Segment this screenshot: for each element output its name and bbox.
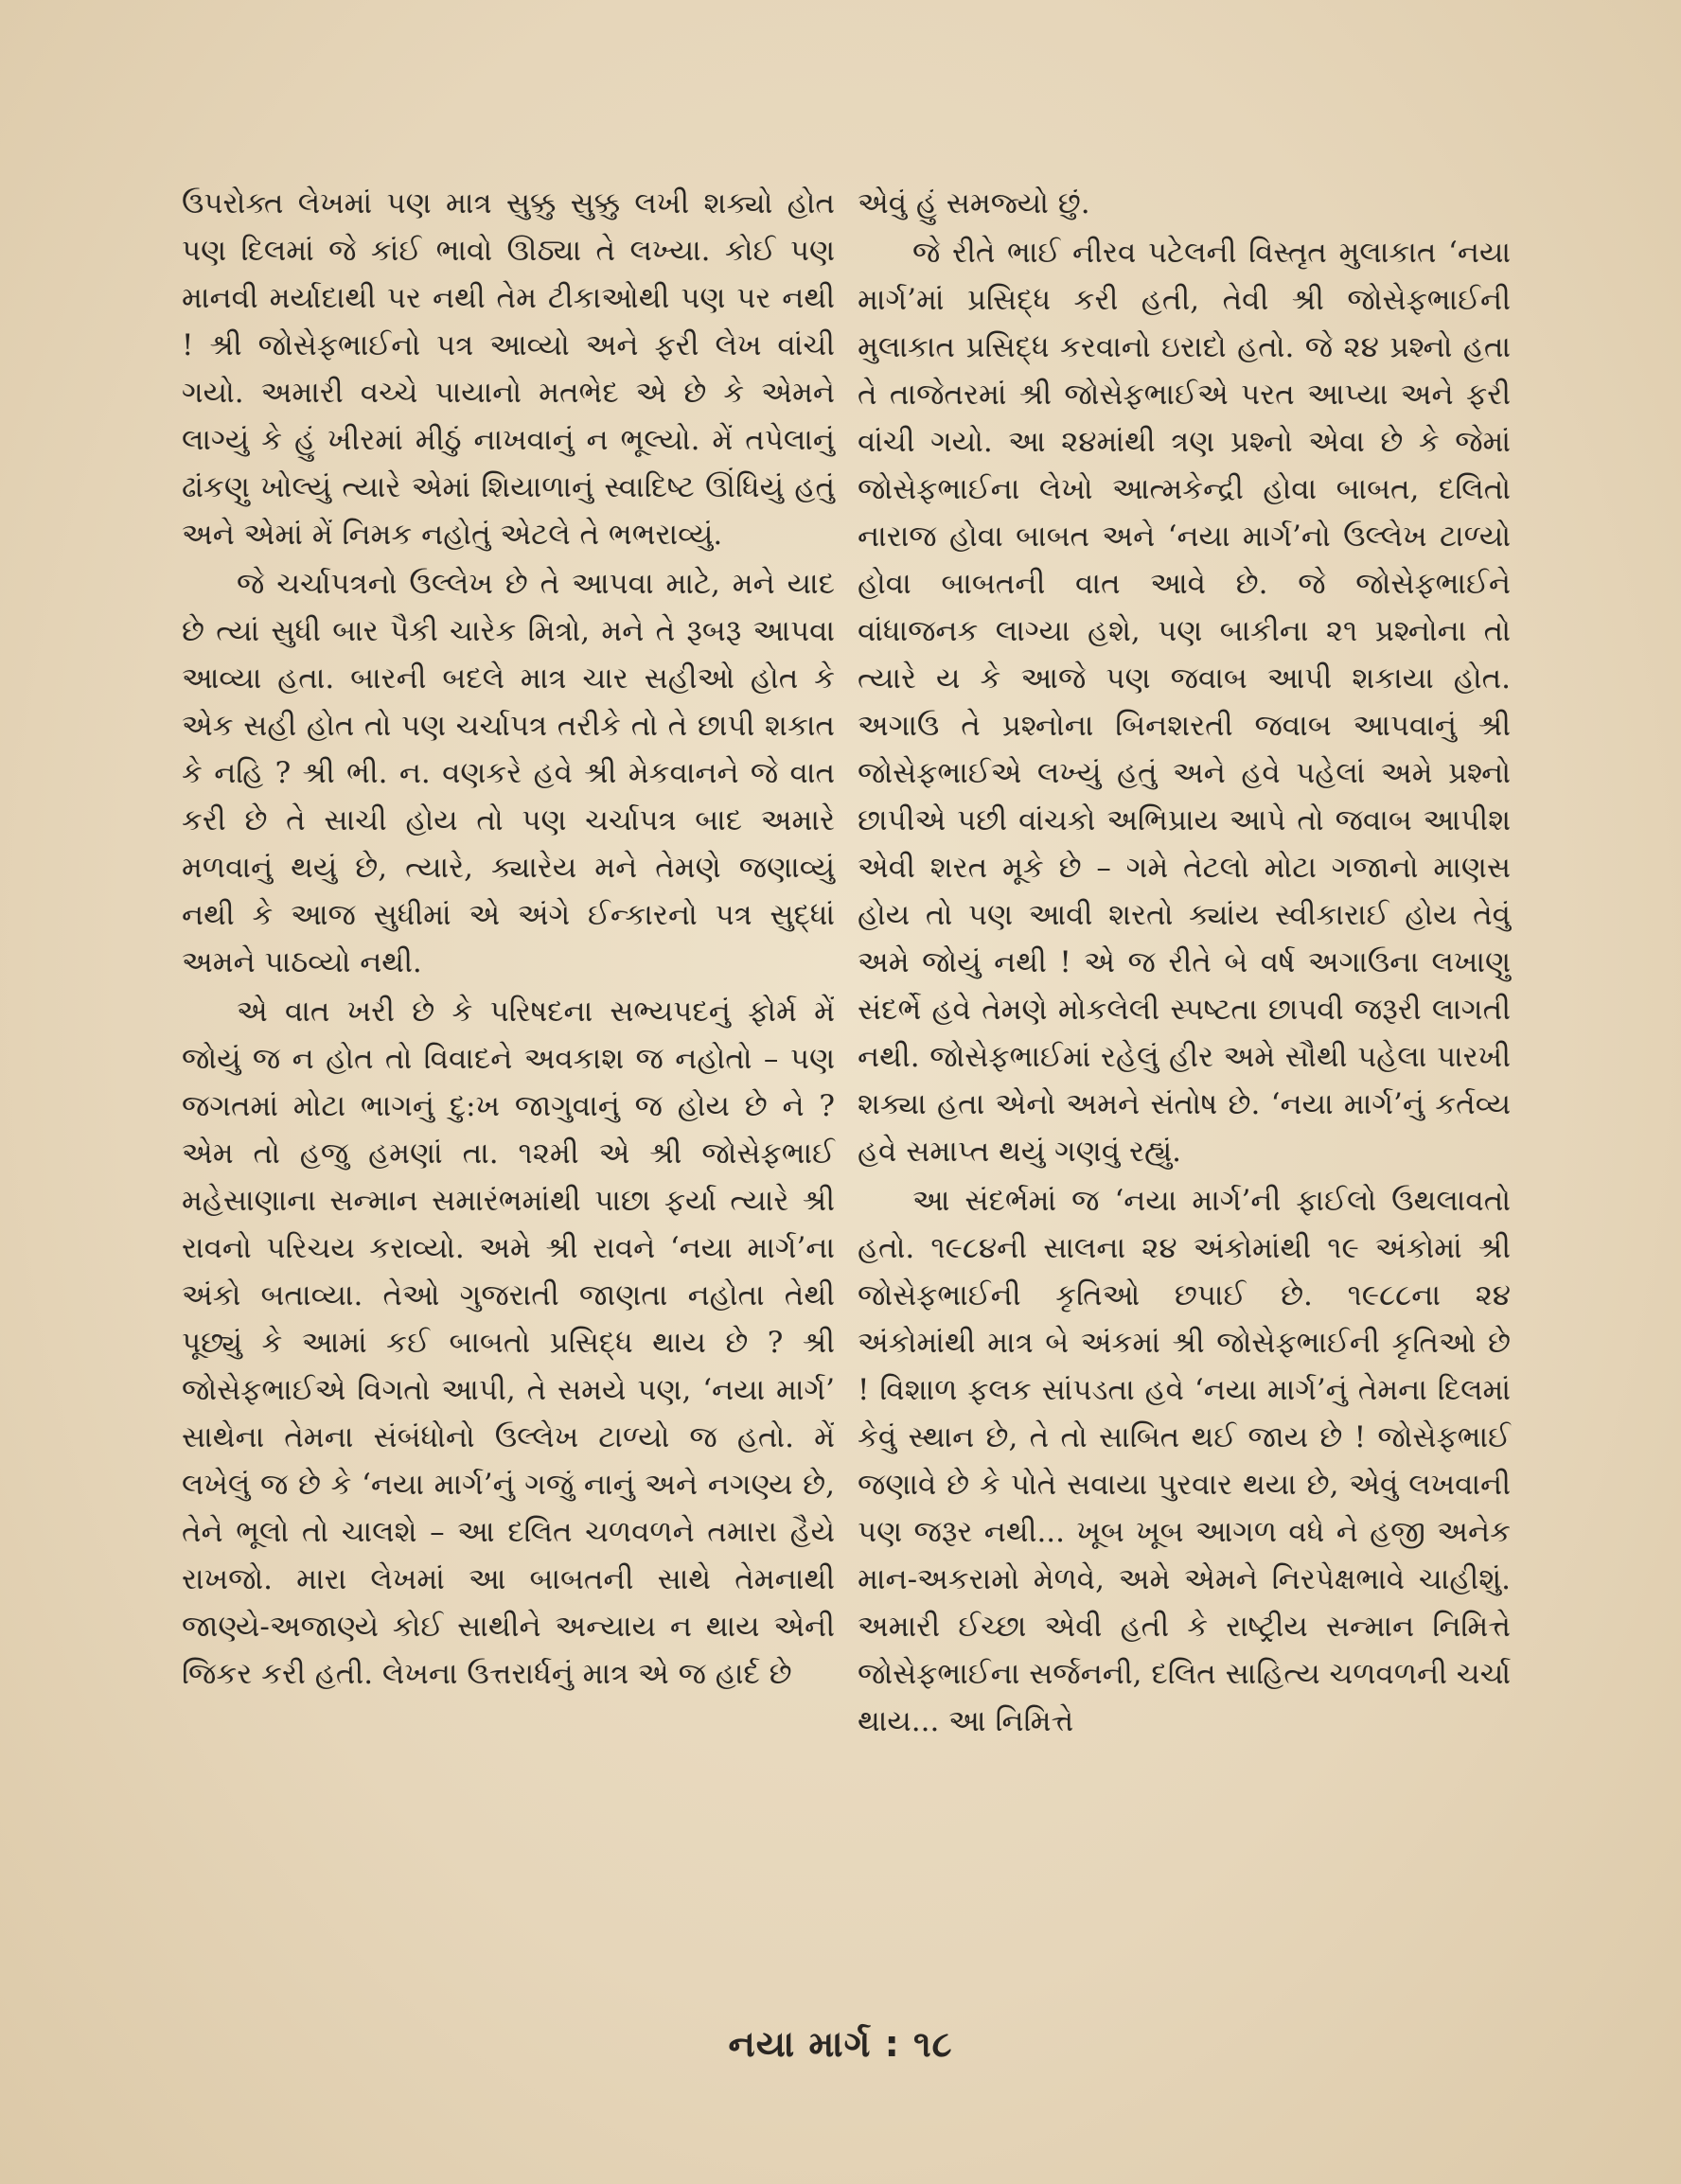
paragraph: એ વાત ખરી છે કે પરિષદના સભ્યપદનું ફોર્મ મેં જોયું જ ન હોત તો વિવાદને અવકાશ જ નહોતો – પણ જગતમાં મોટા ભાગનું દુ:ખ જાગુવાનું જ હોય છે ને ? એમ તો હજુ હમણાં તા. ૧૨મી એ શ્રી જોસેફભાઈ મહેસાણાના સન્માન સમારંભમાંથી પાછા ફર્યા ત્યારે શ્રી રાવનો પરિચય કરાવ્યો. અમે શ્રી રાવને ‘નયા માર્ગ’ના અંકો બતાવ્યા. તેઓ ગુજરાતી જાણતા નહોતા તેથી પૂછ્યું કે આમાં કઈ બાબતો પ્રસિદ્ધ થાય છે ? શ્રી જોસેફભાઈએ વિગતો આપી, તે સમયે પણ, ‘નયા માર્ગ’ સાથેના તેમના સંબંધોનો ઉલ્લેખ ટાળ્યો જ હતો. મેં લખેલું જ છે કે ‘નયા માર્ગ’નું ગજું નાનું અને નગણ્ય છે, તેને ભૂલો તો ચાલશે – આ દલિત ચળવળને તમારા હૈયે રાખજો. મારા લેખમાં આ બાબતની સાથે તેમનાથી જાણ્યે-અજાણ્યે કોઈ સાથીને અન્યાય ન થાય એની જિકર કરી હતી. લેખના ઉત્તરાર્ધનું માત્ર એ જ હાર્દ છે <box>182 995 835 1691</box>
paragraph: એવું હું સમજ્યો છું. <box>858 186 1090 220</box>
paragraph: ઉપરોક્ત લેખમાં પણ માત્ર સુક્કુ સુક્કુ લખી શક્યો હોત પણ દિલમાં જે કાંઈ ભાવો ઊઠ્યા તે લખ્યા. કોઈ પણ માનવી મર્યાદાથી પર નથી તેમ ટીકાઓથી પણ પર નથી ! શ્રી જોસેફભાઈનો પત્ર આવ્યો અને ફરી લેખ વાંચી ગયો. અમારી વચ્ચે પાયાનો મતભેદ એ છે કે એમને લાગ્યું કે હું ખીરમાં મીઠું નાખવાનું ન ભૂલ્યો. મેં તપેલાનું ઢાંકણુ ખોલ્યું ત્યારે એમાં શિયાળાનું સ્વાદિષ્ટ ઊંધિયું હતું અને એમાં મેં નિમક નહોતું એટલે તે ભભરાવ્યું. <box>182 186 835 552</box>
page-footer: નયા માર્ગ : ૧૮ <box>728 2023 953 2065</box>
paragraph: આ સંદર્ભમાં જ ‘નયા માર્ગ’ની ફાઈલો ઉથલાવતો હતો. ૧૯૮૪ની સાલના ૨૪ અંકોમાંથી ૧૯ અંકોમાં શ્રી જોસેફભાઈની કૃતિઓ છપાઈ છે. ૧૯૮૮ના ૨૪ અંકોમાંથી માત્ર બે અંકમાં શ્રી જોસેફભાઈની કૃતિઓ છે ! વિશાળ ફલક સાંપડતા હવે ‘નયા માર્ગ’નું તેમના દિલમાં કેવું સ્થાન છે, તે તો સાબિત થઈ જાય છે ! જોસેફભાઈ જણાવે છે કે પોતે સવાયા પુરવાર થયા છે, એવું લખવાની પણ જરૂર નથી... ખૂબ ખૂબ આગળ વધે ને હજી અનેક માન-અકરામો મેળવે, અમે એમને નિરપેક્ષભાવે ચાહીશું. અમારી ઈચ્છા એવી હતી કે રાષ્ટ્રીય સન્માન નિમિત્તે જોસેફભાઈના સર્જનની, દલિત સાહિત્ય ચળવળની ચર્ચા થાય... આ નિમિત્તે <box>858 1184 1512 1738</box>
left-column <box>182 180 835 1698</box>
right-column <box>858 180 1511 1745</box>
paragraph: જે ચર્ચાપત્રનો ઉલ્લેખ છે તે આપવા માટે, મને યાદ છે ત્યાં સુધી બાર પૈકી ચારેક મિત્રો, મને તે રૂબરૂ આપવા આવ્યા હતા. બારની બદલે માત્ર ચાર સહીઓ હોત કે એક સહી હોત તો પણ ચર્ચાપત્ર તરીકે તો તે છાપી શકાત કે નહિ ? શ્રી ભી. ન. વણકરે હવે શ્રી મેકવાનને જે વાત કરી છે તે સાચી હોય તો પણ ચર્ચાપત્ર બાદ અમારે મળવાનું થયું છે, ત્યારે, ક્યારેય મને તેમણે જણાવ્યું નથી કે આજ સુધીમાં એ અંગે ઈન્કારનો પત્ર સુદ્ધાં અમને પાઠવ્યો નથી. <box>182 567 835 979</box>
paragraph: જે રીતે ભાઈ નીરવ પટેલની વિસ્તૃત મુલાકાત ‘નયા માર્ગ’માં પ્રસિદ્ધ કરી હતી, તેવી શ્રી જોસેફભાઈની મુલાકાત પ્રસિદ્ધ કરવાનો ઇરાદો હતો. જે ૨૪ પ્રશ્નો હતા તે તાજેતરમાં શ્રી જોસેફભાઈએ પરત આપ્યા અને ફરી વાંચી ગયો. આ ૨૪માંથી ત્રણ પ્રશ્નો એવા છે કે જેમાં જોસેફભાઈના લેખો આત્મકેન્દ્રી હોવા બાબત, દલિતો નારાજ હોવા બાબત અને ‘નયા માર્ગ’નો ઉલ્લેખ ટાળ્યો હોવા બાબતની વાત આવે છે. જે જોસેફભાઈને વાંધાજનક લાગ્યા હશે, પણ બાકીના ૨૧ પ્રશ્નોના તો ત્યારે ય કે આજે પણ જવાબ આપી શકાયા હોત. અગાઉ તે પ્રશ્નોના બિનશરતી જવાબ આપવાનું શ્રી જોસેફભાઈએ લખ્યું હતું અને હવે પહેલાં અમે પ્રશ્નો છાપીએ પછી વાંચકો અભિપ્રાય આપે તો જવાબ આપીશ એવી શરત મૂકે છે – ગમે તેટલો મોટા ગજાનો માણસ હોય તો પણ આવી શરતો ક્યાંય સ્વીકારાઈ હોય તેવું અમે જોયું નથી ! એ જ રીતે બે વર્ષ અગાઉના લખાણુ સંદર્ભે હવે તેમણે મોકલેલી સ્પષ્ટતા છાપવી જરૂરી લાગતી નથી. જોસેફભાઈમાં રહેલું હીર અમે સૌથી પહેલા પારખી શક્યા હતા એનો અમને સંતોષ છે. ‘નયા માર્ગ’નું કર્તવ્ય હવે સમાપ્ત થયું ગણવું રહ્યું. <box>858 236 1511 1169</box>
